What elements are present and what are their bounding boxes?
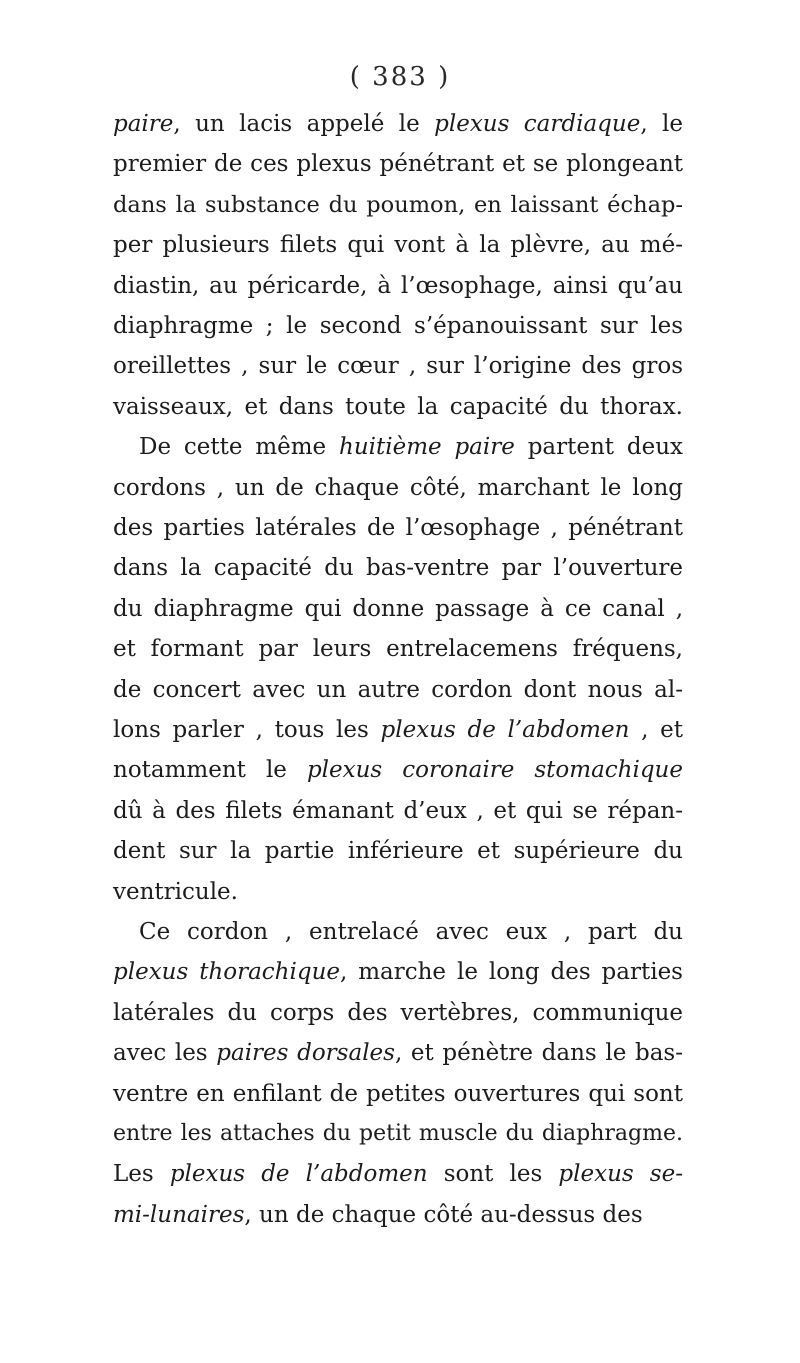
- text-line: [113, 629, 683, 669]
- italic-term: plexus de l’abdomen: [169, 1161, 428, 1188]
- text-segment: entre les attaches du petit muscle du diaphragme.: [113, 1121, 683, 1146]
- text-line: [113, 952, 683, 992]
- page-number: ( 383 ): [349, 62, 451, 92]
- text-segment: latérales du corps des vertèbres, communique: [113, 999, 683, 1026]
- text-line: [113, 1114, 683, 1154]
- text-segment: notamment le: [113, 757, 307, 784]
- italic-term: plexus coronaire stomachique: [306, 757, 683, 784]
- text-segment: vaisseaux, et dans toute la capacité du thorax.: [113, 393, 683, 420]
- text-line: [113, 993, 683, 1033]
- text-segment: , un lacis appelé le: [173, 111, 435, 137]
- text-segment: , le: [640, 111, 683, 137]
- text-segment: Les: [113, 1161, 170, 1188]
- italic-term: plexus cardiaque: [434, 111, 641, 137]
- text-line: [113, 872, 683, 912]
- text-segment: de concert avec un autre cordon dont nous al-: [113, 676, 683, 703]
- text-line: [113, 750, 683, 790]
- text-line: [113, 589, 683, 629]
- text-line: [113, 831, 683, 871]
- text-line: [113, 1154, 683, 1194]
- text-segment: avec les: [113, 1040, 217, 1067]
- text-segment: sont les: [427, 1161, 559, 1188]
- text-segment: dans la substance du poumon, en laissant échap-: [113, 191, 683, 218]
- italic-term: plexus de l’abdomen: [380, 717, 630, 743]
- text-line: [113, 306, 683, 346]
- text-line: [113, 548, 683, 588]
- text-line: [113, 185, 683, 225]
- text-line: [113, 346, 683, 386]
- text-line: [113, 1074, 683, 1114]
- text-segment: diaphragme ; le second s’épanouissant sur les: [113, 313, 683, 339]
- text-segment: ventre en enfilant de petites ouvertures qui sont: [113, 1080, 683, 1107]
- italic-term: plexus thorachique: [113, 959, 340, 986]
- text-segment: lons parler , tous les: [113, 717, 381, 743]
- text-line: [113, 468, 683, 508]
- text-segment: , et pénètre dans le bas-: [394, 1040, 683, 1067]
- text-line: [113, 225, 683, 265]
- italic-term: mi-lunaires: [113, 1201, 245, 1228]
- text-segment: dent sur la partie inférieure et supérieure du: [113, 838, 683, 865]
- text-segment: premier de ces plexus pénétrant et se plongeant: [113, 151, 683, 178]
- text-segment: du diaphragme qui donne passage à ce canal ,: [113, 595, 683, 622]
- text-line: [113, 1195, 683, 1235]
- text-segment: diastin, au péricarde, à l’œsophage, ainsi qu’au: [113, 272, 683, 299]
- text-line: [139, 912, 683, 952]
- text-line: [113, 104, 683, 144]
- text-segment: ventricule.: [113, 878, 238, 905]
- text-line: [113, 144, 683, 184]
- text-segment: oreillettes , sur le cœur , sur l’origine des gros: [113, 353, 683, 380]
- italic-term: paires dorsales: [216, 1040, 395, 1067]
- text-line: [139, 427, 683, 467]
- text-segment: , marche le long des parties: [340, 959, 683, 986]
- text-segment: dû à des filets émanant d’eux , et qui se répan-: [113, 797, 683, 824]
- italic-term: plexus se-: [558, 1161, 683, 1188]
- italic-term: paire: [113, 111, 174, 137]
- text-line: [113, 508, 683, 548]
- text-segment: De cette même: [139, 434, 339, 461]
- text-line: [113, 670, 683, 710]
- text-line: [113, 710, 683, 750]
- text-segment: per plusieurs filets qui vont à la plèvre, au mé-: [113, 232, 683, 259]
- text-segment: dans la capacité du bas-ventre par l’ouverture: [113, 555, 683, 582]
- text-segment: des parties latérales de l’œsophage , pénétrant: [113, 515, 683, 541]
- text-line: [113, 791, 683, 831]
- text-segment: , un de chaque côté au-dessus des: [244, 1201, 643, 1228]
- text-segment: et formant par leurs entrelacemens fréquens,: [113, 636, 683, 663]
- text-segment: partent deux: [514, 434, 683, 461]
- text-segment: cordons , un de chaque côté, marchant le long: [113, 474, 683, 501]
- text-segment: Ce cordon , entrelacé avec eux , part du: [139, 919, 683, 945]
- italic-term: huitième paire: [339, 434, 515, 461]
- text-line: [113, 1033, 683, 1073]
- text-line: [113, 266, 683, 306]
- text-line: [113, 387, 683, 427]
- text-segment: , et: [629, 717, 683, 743]
